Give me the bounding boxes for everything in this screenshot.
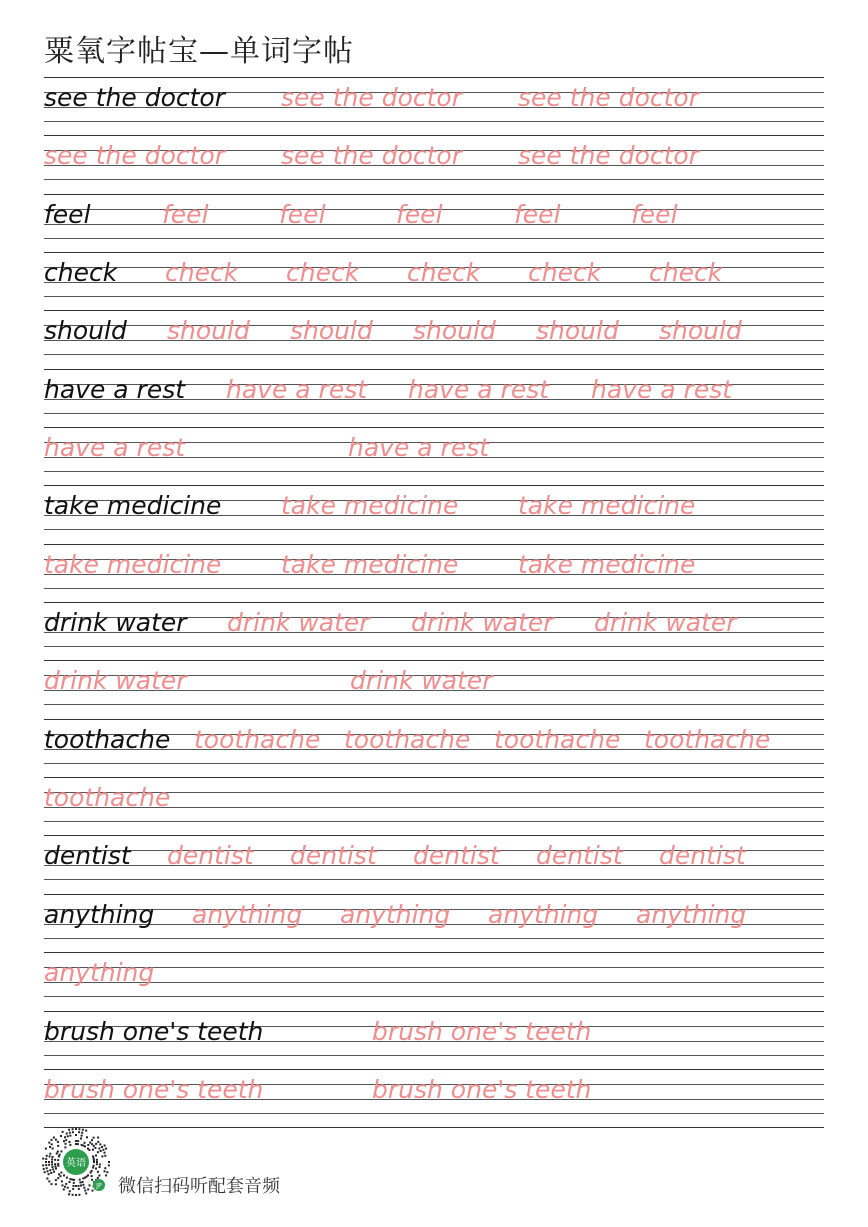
trace-word: see the doctor [518, 141, 699, 171]
guide-line [44, 179, 824, 180]
trace-word: see the doctor [44, 141, 225, 171]
trace-word: take medicine [281, 549, 459, 579]
trace-word: feel [396, 199, 443, 229]
trace-word: brush one's teeth [372, 1016, 592, 1046]
trace-word: anything [636, 899, 747, 929]
guide-line [44, 529, 824, 530]
model-word: anything [44, 899, 155, 929]
model-word: toothache [44, 724, 171, 754]
trace-word: anything [488, 899, 599, 929]
practice-row [44, 311, 824, 369]
guide-line [44, 996, 824, 997]
guide-line [44, 879, 824, 880]
trace-word: take medicine [518, 549, 696, 579]
trace-word: feel [279, 199, 326, 229]
model-word: take medicine [44, 491, 222, 521]
trace-word: should [659, 316, 742, 346]
trace-word: toothache [194, 724, 321, 754]
footer-caption: 微信扫码听配套音频 [118, 1176, 280, 1197]
trace-word: toothache [494, 724, 621, 754]
trace-word: anything [340, 899, 451, 929]
trace-word: see the doctor [518, 83, 699, 112]
trace-word: have a rest [591, 374, 733, 404]
qr-code-icon[interactable] [40, 1126, 112, 1198]
practice-row [44, 545, 824, 603]
trace-word: check [286, 258, 360, 288]
trace-word: have a rest [408, 374, 550, 404]
practice-row [44, 778, 824, 836]
practice-row [44, 661, 824, 719]
model-word: should [44, 316, 127, 346]
practice-row [44, 1012, 824, 1070]
model-word: dentist [44, 841, 131, 871]
trace-word: anything [192, 899, 303, 929]
trace-word: take medicine [281, 491, 459, 521]
trace-word: check [407, 258, 481, 288]
model-word: drink water [44, 608, 187, 638]
practice-sheet [44, 78, 824, 1128]
trace-word: feel [162, 199, 209, 229]
guide-line [44, 121, 824, 122]
practice-row [44, 486, 824, 544]
trace-word: should [290, 316, 373, 346]
trace-word: dentist [167, 841, 254, 871]
trace-word: anything [44, 958, 155, 988]
trace-word: should [167, 316, 250, 346]
qr-corner-label: JP [96, 1182, 102, 1190]
guide-line [44, 588, 824, 589]
practice-row [44, 603, 824, 661]
practice-row [44, 136, 824, 194]
practice-row [44, 370, 824, 428]
trace-word: toothache [344, 724, 471, 754]
guide-line [44, 704, 824, 705]
practice-row [44, 195, 824, 253]
practice-row [44, 720, 824, 778]
guide-line [44, 471, 824, 472]
trace-word: dentist [290, 841, 377, 871]
trace-word: drink water [594, 608, 737, 638]
trace-word: check [528, 258, 602, 288]
qr-badge-label: 英语 [66, 1158, 86, 1169]
trace-word: take medicine [44, 549, 222, 579]
guide-line [44, 238, 824, 239]
trace-word: check [165, 258, 239, 288]
practice-row [44, 78, 824, 136]
guide-line [44, 413, 824, 414]
trace-word: drink water [227, 608, 370, 638]
guide-line [44, 296, 824, 297]
trace-word: dentist [413, 841, 500, 871]
trace-word: brush one's teeth [44, 1074, 264, 1104]
trace-word: should [536, 316, 619, 346]
practice-row [44, 953, 824, 1011]
trace-word: toothache [44, 783, 171, 813]
trace-word: drink water [44, 666, 187, 696]
model-word: feel [44, 199, 91, 229]
guide-line [44, 1055, 824, 1056]
trace-word: drink water [350, 666, 493, 696]
model-word: check [44, 258, 118, 288]
practice-row [44, 1070, 824, 1128]
model-word: brush one's teeth [44, 1016, 264, 1046]
practice-row [44, 895, 824, 953]
trace-word: dentist [659, 841, 746, 871]
page-title: 粟氧字帖宝—单词字帖 [44, 34, 354, 69]
trace-word: brush one's teeth [372, 1074, 592, 1104]
trace-word: have a rest [226, 374, 368, 404]
guide-line [44, 1113, 824, 1114]
trace-word: feel [514, 199, 561, 229]
guide-line [44, 982, 824, 983]
trace-word: see the doctor [281, 141, 462, 171]
guide-line [44, 821, 824, 822]
guide-line [44, 354, 824, 355]
model-word: have a rest [44, 374, 186, 404]
trace-word: take medicine [518, 491, 696, 521]
trace-word: dentist [536, 841, 623, 871]
trace-word: toothache [644, 724, 771, 754]
practice-row [44, 428, 824, 486]
model-word: see the doctor [44, 83, 225, 112]
trace-word: check [649, 258, 723, 288]
guide-line [44, 1127, 824, 1128]
guide-line [44, 967, 824, 968]
trace-word: have a rest [348, 433, 490, 463]
practice-row [44, 253, 824, 311]
trace-word: should [413, 316, 496, 346]
guide-line [44, 646, 824, 647]
trace-word: drink water [411, 608, 554, 638]
practice-row [44, 836, 824, 894]
guide-line [44, 938, 824, 939]
trace-word: feel [631, 199, 678, 229]
guide-line [44, 763, 824, 764]
trace-word: have a rest [44, 433, 186, 463]
trace-word: see the doctor [281, 83, 462, 112]
